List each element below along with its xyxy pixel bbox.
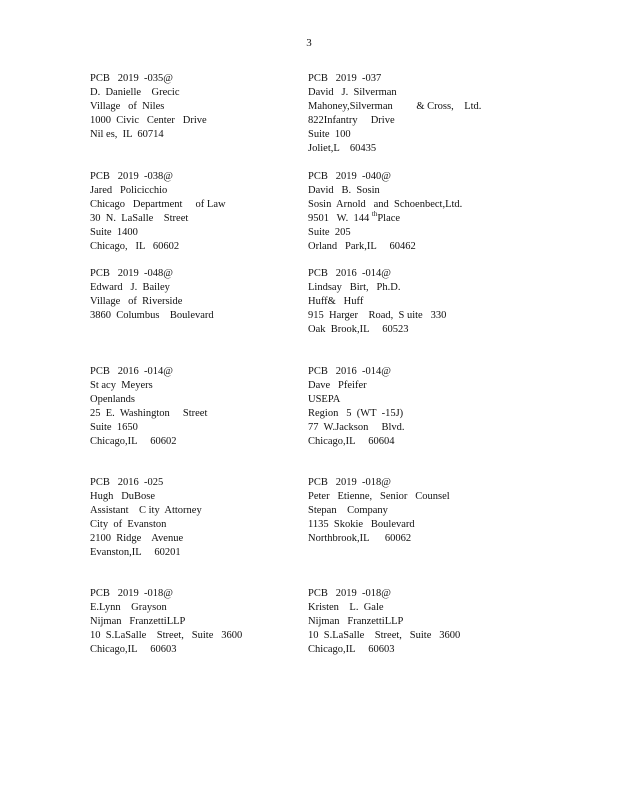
contact-name: E.Lynn Grayson bbox=[90, 602, 167, 613]
service-entry bbox=[308, 72, 538, 156]
city-state-zip: Chicago,IL 60604 bbox=[308, 436, 395, 447]
title: Assistant C ity Attorney bbox=[90, 505, 202, 516]
service-entry bbox=[308, 170, 538, 254]
suite: Suite 100 bbox=[308, 129, 351, 140]
contact-name: Jared Policicchio bbox=[90, 185, 168, 196]
organization: Stepan Company bbox=[308, 505, 388, 516]
street-address: 822Infantry Drive bbox=[308, 115, 395, 126]
docket-number: PCB 2016 -025 bbox=[90, 477, 164, 488]
docket-number: PCB 2016 -014@ bbox=[90, 366, 173, 377]
city-state-zip: Chicago,IL 60603 bbox=[308, 644, 395, 655]
docket-number: PCB 2019 -035@ bbox=[90, 73, 173, 84]
street-address: 10 S.LaSalle Street, Suite 3600 bbox=[90, 630, 243, 641]
street-address: 915 Harger Road, S uite 330 bbox=[308, 310, 447, 321]
docket-number: PCB 2019 -040@ bbox=[308, 171, 391, 182]
service-entry bbox=[90, 365, 290, 449]
city-state-zip: Orland Park,IL 60462 bbox=[308, 241, 416, 252]
contact-name: St acy Meyers bbox=[90, 380, 153, 391]
region: Region 5 (WT -15J) bbox=[308, 408, 404, 419]
street-address: 77 W.Jackson Blvd. bbox=[308, 422, 405, 433]
service-entry bbox=[90, 587, 300, 657]
page-number: 3 bbox=[306, 37, 312, 49]
organization: Nijman FranzettiLLP bbox=[90, 616, 186, 627]
street-address: 2100 Ridge Avenue bbox=[90, 533, 184, 544]
city-state-zip: Nil es, IL 60714 bbox=[90, 129, 164, 140]
service-entry bbox=[308, 476, 538, 546]
service-entry bbox=[308, 587, 538, 657]
contact-name: Kristen L. Gale bbox=[308, 602, 384, 613]
service-entry bbox=[90, 476, 290, 560]
organization: USEPA bbox=[308, 394, 341, 405]
organization: Nijman FranzettiLLP bbox=[308, 616, 404, 627]
contact-name: Hugh DuBose bbox=[90, 491, 156, 502]
suite: Suite 1650 bbox=[90, 422, 138, 433]
contact-name: D. Danielle Grecic bbox=[90, 87, 180, 98]
street-number: 9501 W. 144 bbox=[308, 213, 372, 224]
contact-name: Edward J. Bailey bbox=[90, 282, 170, 293]
organization: Huff& Huff bbox=[308, 296, 364, 307]
city-state-zip: Joliet,L 60435 bbox=[308, 143, 377, 154]
docket-number: PCB 2019 -018@ bbox=[308, 588, 391, 599]
organization: Sosin Arnold and Schoenbect,Ltd. bbox=[308, 199, 463, 210]
docket-number: PCB 2019 -018@ bbox=[308, 477, 391, 488]
service-entry bbox=[308, 267, 538, 337]
street-address: 1135 Skokie Boulevard bbox=[308, 519, 415, 530]
suite: Suite 1400 bbox=[90, 227, 138, 238]
suite: Suite 205 bbox=[308, 227, 351, 238]
contact-name: Lindsay Birt, Ph.D. bbox=[308, 282, 401, 293]
organization: Chicago Department of Law bbox=[90, 199, 226, 210]
docket-number: PCB 2019 -048@ bbox=[90, 268, 173, 279]
street-address: 10 S.LaSalle Street, Suite 3600 bbox=[308, 630, 461, 641]
docket-number: PCB 2016 -014@ bbox=[308, 268, 391, 279]
contact-name: David J. Silverman bbox=[308, 87, 397, 98]
contact-name: Dave Pfeifer bbox=[308, 380, 367, 391]
contact-name: Peter Etienne, Senior Counsel bbox=[308, 491, 450, 502]
contact-name: David B. Sosin bbox=[308, 185, 380, 196]
city-state-zip: Oak Brook,IL 60523 bbox=[308, 324, 409, 335]
city-state-zip: Chicago,IL 60602 bbox=[90, 436, 177, 447]
street-address: 25 E. Washington Street bbox=[90, 408, 208, 419]
service-entry bbox=[308, 365, 538, 449]
city-state-zip: Northbrook,IL 60062 bbox=[308, 533, 412, 544]
organization: Village of Niles bbox=[90, 101, 165, 112]
street-type: Place bbox=[377, 213, 401, 224]
service-entry bbox=[90, 72, 290, 142]
organization: Mahoney,Silverman & Cross, Ltd. bbox=[308, 101, 482, 112]
organization: Village of Riverside bbox=[90, 296, 183, 307]
docket-number: PCB 2019 -037 bbox=[308, 73, 382, 84]
street-address: 3860 Columbus Boulevard bbox=[90, 310, 214, 321]
city-state-zip: Chicago, IL 60602 bbox=[90, 241, 180, 252]
ordinal-suffix: th bbox=[371, 210, 378, 218]
street-address bbox=[308, 212, 538, 226]
city-state-zip: Chicago,IL 60603 bbox=[90, 644, 177, 655]
docket-number: PCB 2019 -038@ bbox=[90, 171, 173, 182]
street-address: 30 N. LaSalle Street bbox=[90, 213, 189, 224]
city-state-zip: Evanston,IL 60201 bbox=[90, 547, 181, 558]
docket-number: PCB 2019 -018@ bbox=[90, 588, 173, 599]
service-entry bbox=[90, 170, 290, 254]
docket-number: PCB 2016 -014@ bbox=[308, 366, 391, 377]
organization: City of Evanston bbox=[90, 519, 167, 530]
service-entry bbox=[90, 267, 290, 323]
organization: Openlands bbox=[90, 394, 135, 405]
street-address: 1000 Civic Center Drive bbox=[90, 115, 207, 126]
